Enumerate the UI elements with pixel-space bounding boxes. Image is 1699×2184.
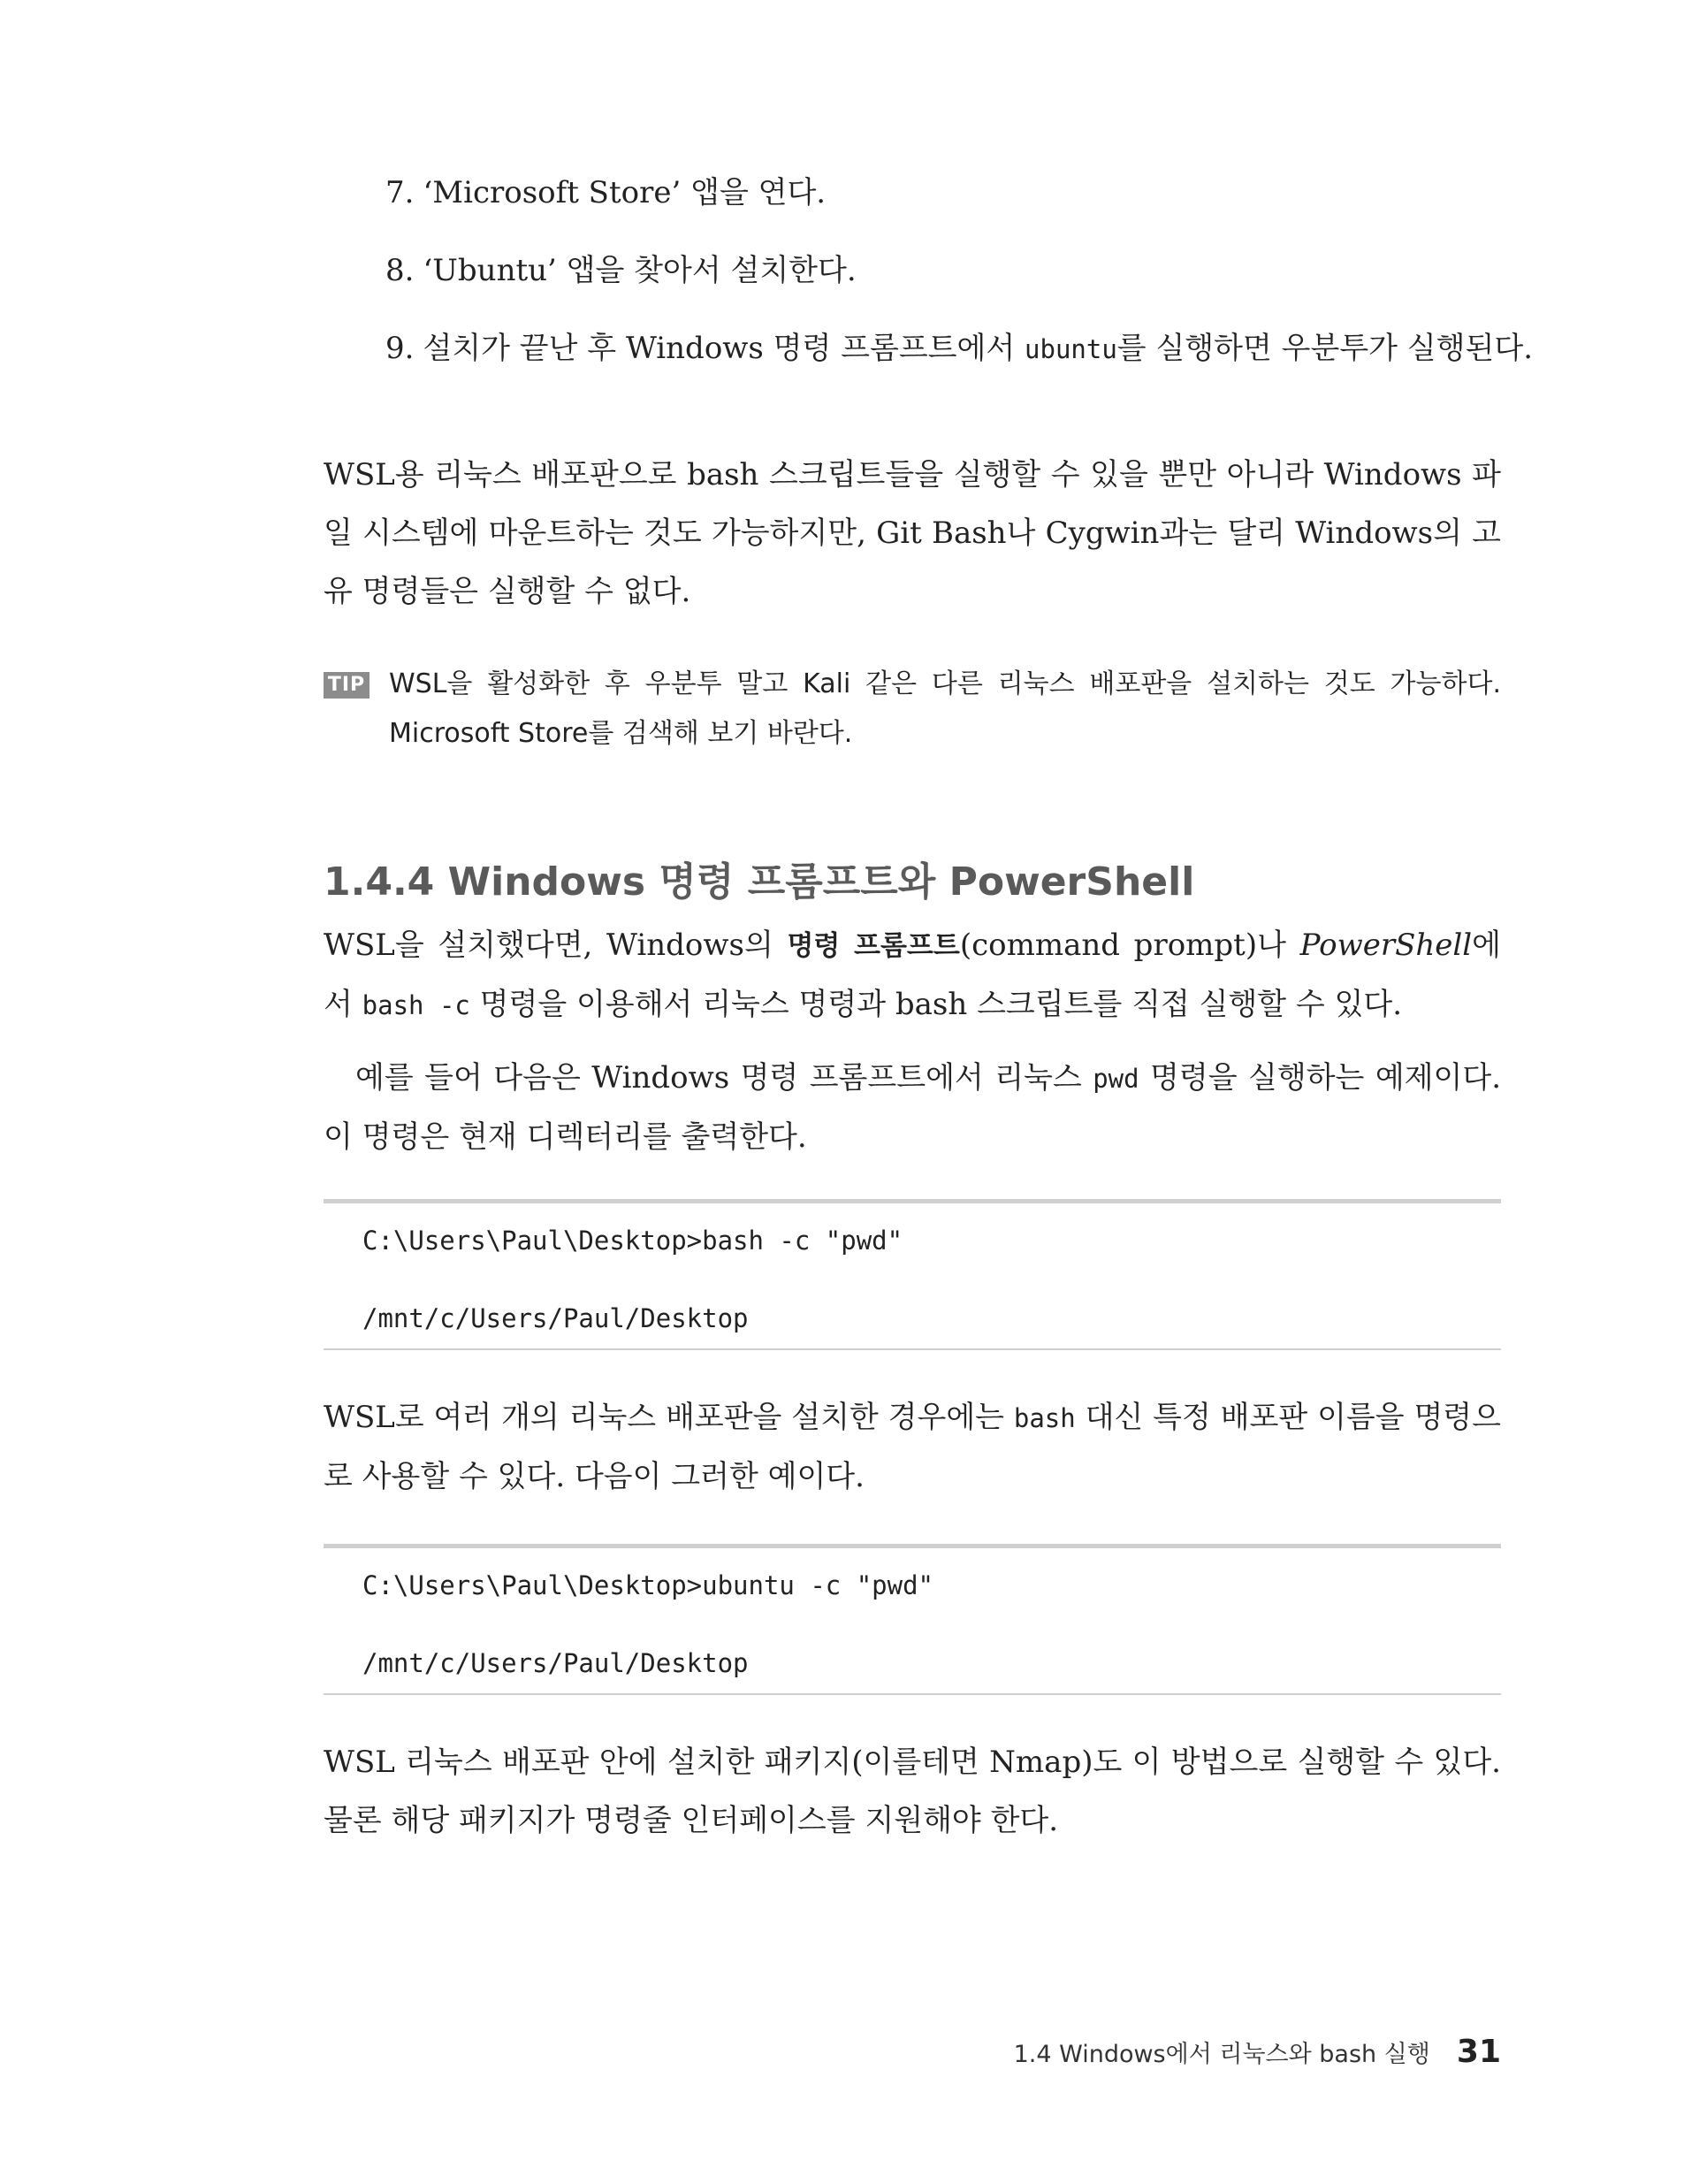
list-text: ‘Microsoft Store’ 앱을 연다. <box>423 175 827 210</box>
page-number: 31 <box>1456 2034 1501 2070</box>
paragraph-multi-distro <box>324 1388 1501 1506</box>
list-number: 9. <box>385 331 415 366</box>
list-number: 8. <box>385 253 415 288</box>
list-item <box>385 173 1499 212</box>
tip-badge: TIP <box>324 672 370 699</box>
italic-term: PowerShell <box>1299 928 1473 963</box>
tip-text: WSL을 활성화한 후 우분투 말고 Kali 같은 다른 리눅스 배포판을 설치하는 것도 가능하다. Microsoft Store를 검색해 보기 바란다. <box>389 668 1501 749</box>
paragraph-text: WSL을 설치했다면, Windows의 명령 프롬프트(command prompt)나 PowerShell에서 bash -c 명령을 이용해서 리눅스 명령과 bash 스크립트를 직접 실행할 수 있다. <box>324 928 1501 1022</box>
code-line: /mnt/c/Users/Paul/Desktop <box>362 1648 749 1678</box>
code-line: C:\Users\Paul\Desktop>ubuntu -c "pwd" <box>362 1570 934 1600</box>
list-text: 를 실행하면 우분투가 실행된다. <box>1116 331 1533 366</box>
tip-box <box>324 660 1501 759</box>
section-title: Windows 명령 프롬프트와 PowerShell <box>447 859 1195 905</box>
code-line: C:\Users\Paul\Desktop>bash -c "pwd" <box>362 1226 903 1256</box>
paragraph-bash-c <box>324 916 1501 1035</box>
inline-code: ubuntu <box>1025 334 1117 364</box>
paragraph-text: WSL로 여러 개의 리눅스 배포판을 설치한 경우에는 bash 대신 특정 배포판 이름을 명령으로 사용할 수 있다. 다음이 그러한 예이다. <box>324 1400 1501 1494</box>
code-block <box>324 1544 1501 1695</box>
step-list <box>385 173 1533 407</box>
section-heading <box>324 856 1501 909</box>
list-item <box>385 251 1499 290</box>
running-footer: 1.4 Windows에서 리눅스와 bash 실행 <box>1013 2041 1430 2068</box>
bold-term: 명령 프롬프트 <box>787 930 960 962</box>
code-block <box>324 1199 1501 1350</box>
paragraph-text: WSL 리눅스 배포판 안에 설치한 패키지(이를테면 Nmap)도 이 방법으로 실행할 수 있다. 물론 해당 패키지가 명령줄 인터페이스를 지원해야 한다. <box>324 1745 1501 1838</box>
paragraph-pwd-example <box>324 1049 1501 1166</box>
list-text: 설치가 끝난 후 Windows 명령 프롬프트에서 <box>423 331 1025 366</box>
paragraph-wsl-intro <box>324 446 1501 621</box>
page-footer <box>1014 2034 1501 2070</box>
inline-code: pwd <box>1093 1064 1139 1094</box>
inline-code: bash <box>1013 1403 1076 1433</box>
paragraph-text: 예를 들어 다음은 Windows 명령 프롬프트에서 리눅스 pwd 명령을 실행하는 예제이다. 이 명령은 현재 디렉터리를 출력한다. <box>324 1060 1502 1155</box>
list-text: ‘Ubuntu’ 앱을 찾아서 설치한다. <box>423 253 857 288</box>
list-item <box>385 329 1533 368</box>
list-number: 7. <box>385 175 415 210</box>
paragraph-text: WSL용 리눅스 배포판으로 bash 스크립트들을 실행할 수 있을 뿐만 아니라 Windows 파일 시스템에 마운트하는 것도 가능하지만, Git Bash나 Cygwin과는 달리 Windows의 고유 명령들은 실행할 수 없다. <box>324 457 1501 609</box>
code-line: /mnt/c/Users/Paul/Desktop <box>362 1303 749 1333</box>
inline-code: bash -c <box>362 990 470 1020</box>
paragraph-packages <box>324 1733 1501 1850</box>
section-number: 1.4.4 <box>324 859 435 905</box>
